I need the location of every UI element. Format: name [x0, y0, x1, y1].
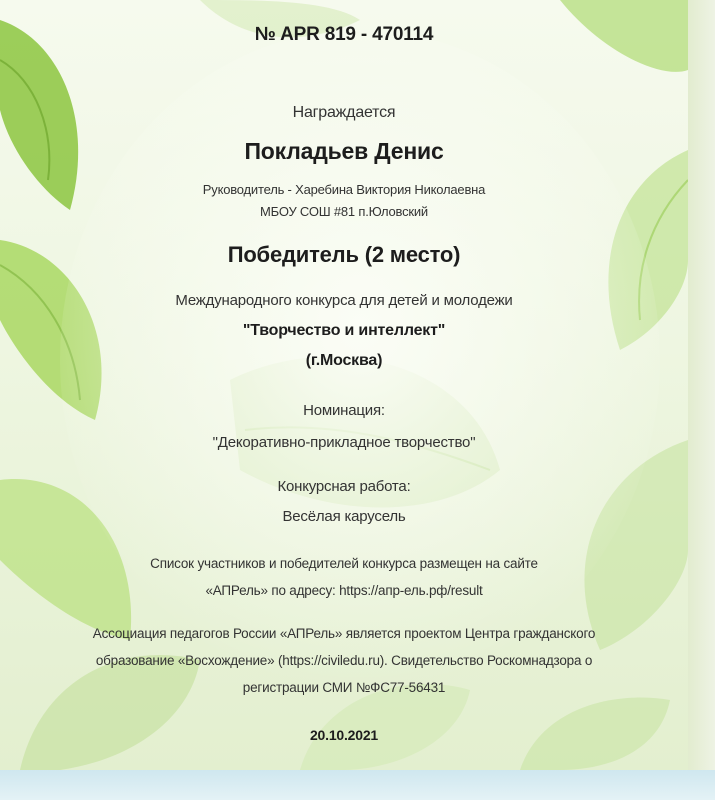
nomination-label: Номинация:: [303, 402, 385, 419]
association-line-1: Ассоциация педагогов России «АПРель» является проектом Центра гражданского: [92, 626, 596, 641]
participants-list-line-2: «АПРель» по адресу: https://апр-ель.рф/result: [205, 583, 483, 598]
recipient-name: Покладьев Денис: [244, 138, 444, 164]
association-line-2: образование «Восхождение» (https://civiledu.ru). Свидетельство Роскомнадзора о: [95, 653, 593, 668]
nomination-value: "Декоративно-прикладное творчество": [212, 434, 476, 451]
association-line-3: регистрации СМИ №ФС77-56431: [242, 680, 446, 695]
certificate-number: № APR 819 - 470114: [254, 24, 434, 45]
leaf-bottom-left: [20, 655, 200, 770]
right-margin-strip: [688, 0, 715, 770]
school-line: МБОУ СОШ #81 п.Юловский: [260, 204, 428, 219]
participants-list-line-1: Список участников и победителей конкурса размещен на сайте: [150, 556, 538, 571]
leader-line: Руководитель - Харебина Виктория Николаевна: [202, 182, 486, 197]
contest-city: (г.Москва): [305, 352, 383, 369]
contest-title: "Творчество и интеллект": [242, 322, 446, 339]
bottom-strip: [0, 770, 715, 800]
place-title: Победитель (2 место): [227, 242, 461, 267]
work-value: Весёлая карусель: [282, 508, 406, 525]
certificate-date: 20.10.2021: [309, 727, 379, 743]
contest-line: Международного конкурса для детей и молодежи: [175, 292, 513, 309]
awarded-label: Награждается: [292, 104, 396, 121]
work-label: Конкурсная работа:: [277, 478, 411, 495]
